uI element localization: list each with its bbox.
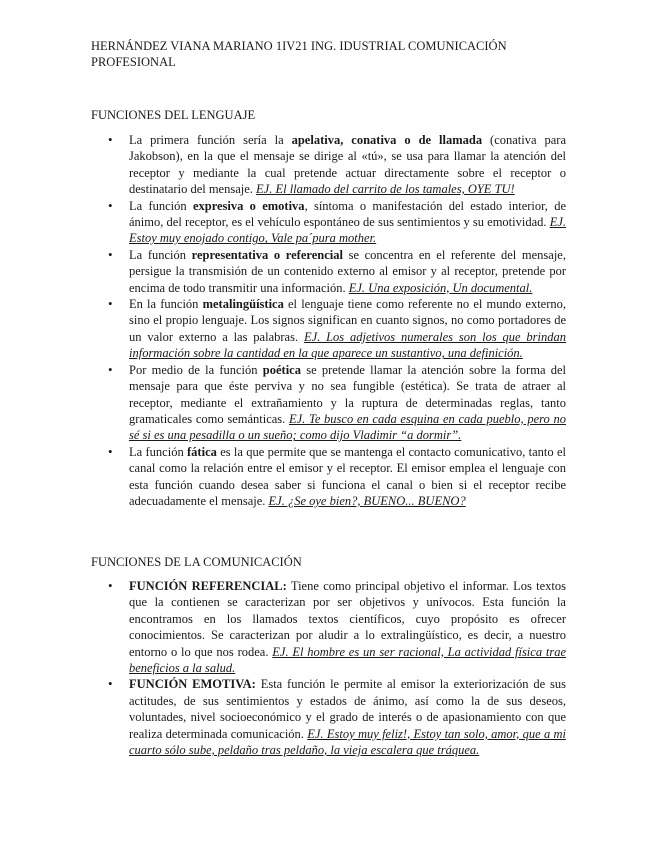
item-text: En la función — [129, 297, 203, 312]
item-text: La función — [129, 247, 192, 262]
item-text: es la que permite que se mantenga el contacto comunicativo, tanto el canal como la relación entre el emisor y el receptor. El emisor emplea el lenguaje con esta función cuando desea saber si funciona el canal o bien si el receptor recibe adecuadamente el mensaje. — [129, 444, 566, 508]
item-example: EJ. Una exposición, Un documental. — [348, 280, 533, 295]
item-term: representativa o referencial — [191, 247, 343, 262]
item-text: Esta función le permite al emisor la exteriorización de sus actitudes, de sus sentimientos y estados de ánimo, así como la de sus deseos, voluntades, nivel socioeconómico y el grado de interés o de apasionamiento con que realiza determinada comunicación. — [129, 677, 566, 741]
item-example: EJ. Te busco en cada esquina en cada pueblo, pero no sé si es una pesadilla o un sueño; como dijo Vladimir “a dormir”. — [129, 411, 566, 443]
item-text: se pretende llamar la atención sobre la forma del mensaje para que éste perviva y no sea fungible (estética). Se trata de atraer al receptor, mediante el extrañamiento y la ruptura de determinadas reglas, tanto gramaticales como semánticas. — [129, 362, 566, 426]
item-text: Por medio de la función — [129, 362, 263, 377]
item-term: apelativa, conativa o de llamada — [291, 133, 483, 147]
section-title-comunicacion: FUNCIONES DE LA COMUNICACIÓN — [91, 555, 302, 569]
item-text: La primera función sería la — [129, 133, 292, 147]
item-term: metalingüística — [202, 297, 284, 312]
list-item — [92, 296, 566, 362]
item-example: EJ. Estoy muy enojado contigo, Vale pa´pura mother. — [129, 215, 566, 246]
comunicacion-list — [92, 578, 566, 758]
list-item — [92, 362, 566, 444]
list-item — [92, 578, 566, 676]
item-term: expresiva o emotiva — [192, 198, 305, 213]
item-example: EJ. Estoy muy feliz!, Estoy tan solo, amor, que a mi cuarto sólo sube, peldaño tras peldaño, la vieja escalera que tráquea. — [129, 726, 566, 758]
item-example: EJ. El llamado del carrito de los tamales, OYE TU! — [256, 182, 515, 197]
section-title-lenguaje: FUNCIONES DEL LENGUAJE — [91, 108, 256, 122]
item-example: EJ. ¿Se oye bien?, BUENO... BUENO? — [268, 493, 466, 508]
item-example: EJ. El hombre es un ser racional, La actividad física trae beneficios a la salud. — [129, 644, 567, 676]
item-term: poética — [262, 362, 301, 377]
item-example: EJ. Los adjetivos numerales son los que brindan información sobre la cantidad en la que aparece un sustantivo, una definición. — [129, 329, 567, 361]
list-item — [92, 676, 566, 758]
item-text: La función — [129, 198, 193, 213]
item-text: (conativa para Jakobson), en la que el mensaje se dirige al «tú», se usa para llamar la atención del receptor y mediante la cual pretende actuar directamente sobre el receptor o destinatario del mensaje. — [129, 133, 567, 197]
item-term: FUNCIÓN EMOTIVA: — [129, 677, 256, 692]
item-text: La función — [129, 444, 188, 459]
document-header: HERNÁNDEZ VIANA MARIANO 1IV21 ING. IDUSTRIAL COMUNICACIÓN PROFESIONAL — [91, 39, 507, 69]
item-text: , síntoma o manifestación del estado interior, de ánimo, del receptor, es el vehículo espontáneo de sus sentimientos y su emotividad. — [129, 198, 566, 230]
list-item — [92, 444, 566, 510]
item-term: FUNCIÓN REFERENCIAL: — [129, 579, 287, 593]
list-item — [92, 198, 566, 247]
item-text: el lenguaje tiene como referente no el mundo externo, sino el propio lenguaje. Los signos significan en cuanto signos, no como portadores de un valor externo a las palabras. — [129, 297, 566, 344]
item-text: Tiene como principal objetivo el informar. Los textos que la contienen se caracterizan por ser objetivos y unívocos. Esta función la encontramos en los llamados textos científicos, cuyo propósito es ofrecer conocimientos. Se caracterizan por aludir a lo extralingüístico, es decir, a nuestro entorno o lo que nos rodea. — [129, 579, 566, 659]
item-text: se concentra en el referente del mensaje, persigue la transmisión de un contenido externo al emisor y al receptor, pretende por encima de todo transmitir una información. — [129, 247, 566, 295]
list-item — [92, 247, 566, 296]
lenguaje-list — [92, 132, 566, 509]
list-item — [92, 132, 566, 198]
item-term: fática — [187, 444, 217, 459]
